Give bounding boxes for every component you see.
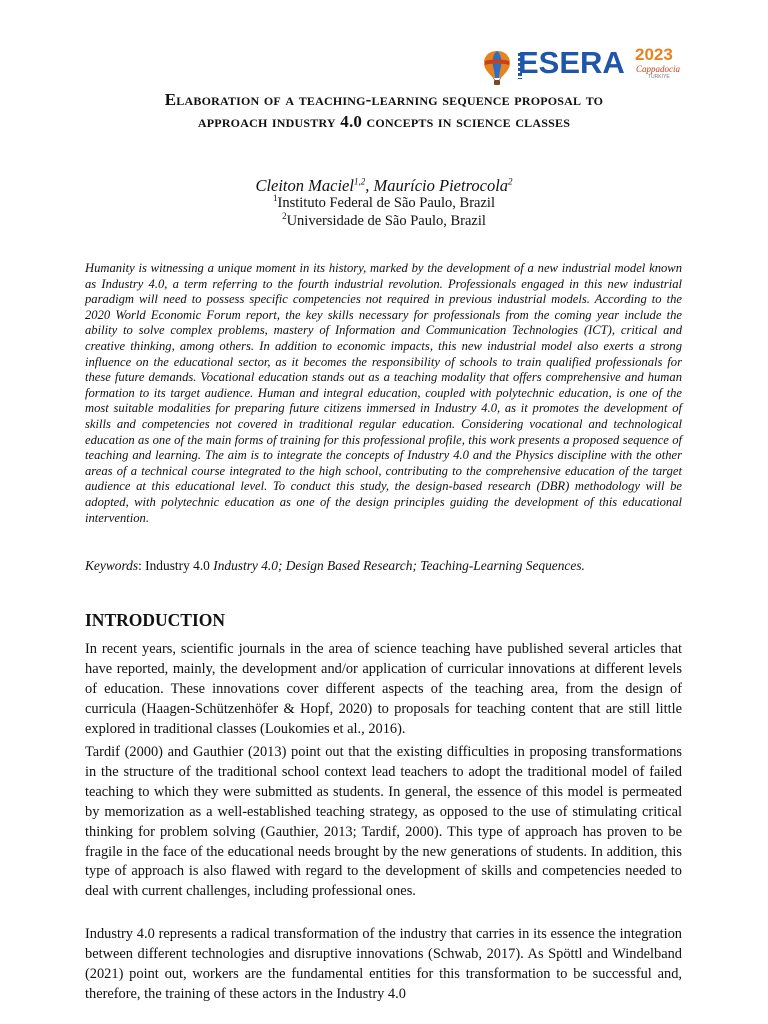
paper-title [60,89,708,133]
introduction-paragraph-3: Industry 4.0 represents a radical transformation of the industry that carries in its essence the integration between different technologies and disruptive innovations (Schwab, 2017). As Spöttl and Windelband (2021) point out, workers are the fundamental entities for this transformation to be successful and, therefore, the training of these actors in the Industry 4.0 [85,926,682,1002]
affiliation-2 [84,212,684,230]
author-1-affiliation-marker: 1,2 [353,176,366,187]
keywords-list: Industry 4.0; Design Based Research; Teaching-Learning Sequences. [213,558,585,573]
keywords [85,557,682,575]
author-1-name: Cleiton Maciel [255,176,354,195]
author-2-affiliation-marker: 2 [508,176,513,187]
author-2-name: Maurício Pietrocola [373,176,509,195]
introduction-heading: INTRODUCTION [85,610,226,630]
affiliation-1-text: Instituto Federal de São Paulo, Brazil [277,195,495,211]
logo-year: 2023 [635,45,673,64]
affiliation-1 [84,194,684,212]
keywords-label: Keywords [85,558,139,573]
logo-country: TURKIYE [648,74,670,80]
affiliation-2-text: Universidade de São Paulo, Brazil [286,213,486,229]
author-list [84,176,684,196]
author-separator: , [365,176,374,195]
keywords-colon: : [138,558,146,573]
introduction-paragraph-1: In recent years, scientific journals in the area of science teaching have published several articles that have reported, mainly, the development and/or application of curricular innovations at different levels of education. These innovations cover different aspects of the teaching area, from the design of curricula (Haagen-Schützenhöfer & Hopf, 2020) to proposals for teaching content that are still little explored in traditional classes (Loukomies et al., 2016). [85,641,682,737]
hot-air-balloon-icon [482,50,512,86]
title-line-2: approach industry 4.0 concepts in science classes [197,112,571,131]
logo-esera-text: ESERA [518,45,625,80]
affiliation-2-marker: 2 [282,211,287,222]
logo-place: Cappadocia [636,64,680,74]
abstract: Humanity is witnessing a unique moment in its history, marked by the development of a new industrial model known as Industry 4.0, a term referring to the fourth industrial revolution. Professionals engaged in this new industrial paradigm will need to possess specific competencies not required in previous industrial models. According to the 2020 World Economic Forum report, the key skills necessary for professionals from the coming year include the ability to solve complex problems, mastery of Information and Communication Technologies (ICT), critical and creative thinking, among others. In addition to economic impacts, this new industrial model also exerts a strong influence on the educational sector, as it becomes the responsibility of schools to train qualified professionals for these future demands. Vocational education stands out as a teaching modality that offers comprehensive and human formation to its target audience. Human and integral education, coupled with polytechnic education, is one of the most suitable modalities for preparing future citizens immersed in Industry 4.0, as it promotes the development of skills and competencies not covered in traditional regular education. Considering vocational and technological education as one of the main forms of training for this professional profile, this work presents a proposed sequence of teaching and learning. The aim is to integrate the concepts of Industry 4.0 and the Physics discipline with the other areas of a technical course integrated to the high school, contributing to the comprehensive education of the target audience at this educational level. To conduct this study, the design-based research (DBR) methodology will be adopted, with polytechnic education as one of the design principles guiding the development of this educational intervention. [85,261,682,525]
esera-logo [482,44,680,86]
affiliation-1-marker: 1 [273,193,278,204]
title-line-1: Elaboration of a teaching-learning sequence proposal to [164,90,604,109]
keywords-plain: Industry 4.0 [145,558,214,573]
introduction-paragraph-2: Tardif (2000) and Gauthier (2013) point out that the existing difficulties in proposing transformations in the structure of the traditional school context lead teachers to adopt the traditional model of failed teaching to which they were submitted as students. In general, the essence of this model is permeated by memorization as a well-established teaching strategy, as opposed to the use of stimulating critical thinking for problem solving (Gauthier, 2013; Tardif, 2000). This type of approach has proven to be fragile in the face of the educational needs brought by the new generations of students. In addition, this type of approach is also flawed with regard to the development of skills and competencies needed to deal with current challenges, including professional ones. [85,744,682,900]
